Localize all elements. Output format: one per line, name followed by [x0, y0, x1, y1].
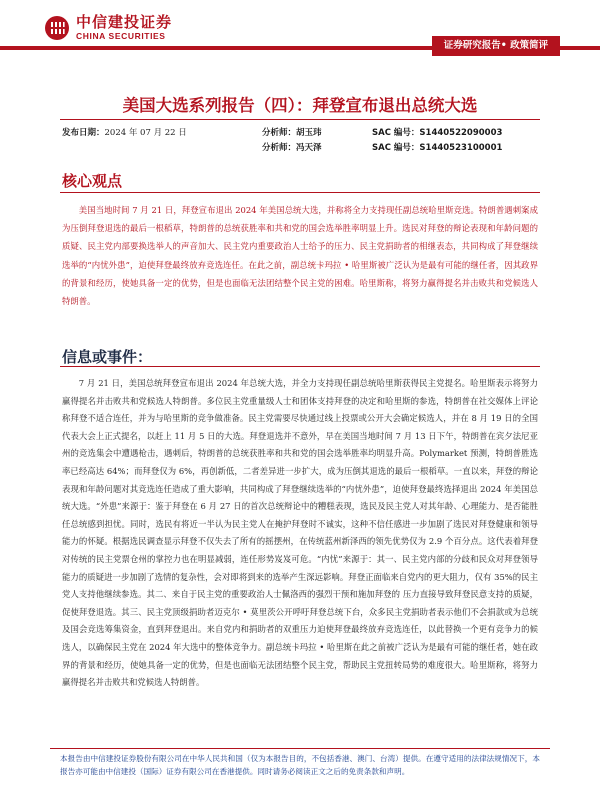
analyst-1-sac — [372, 126, 502, 138]
events-text: 7 月 21 日，美国总统拜登宣布退出 2024 年总统大选，并全力支持现任副总统哈里斯获得民主党提名。哈里斯表示将努力赢得提名并击败共和党候选人特朗普。多位民主党重量级人士和团体支持拜登的决定和哈里斯的参选，特朗普在社交媒体上评论称拜登不适合连任，并为与哈里斯的竞争做准备。民主党需要尽快通过线上投票或公开大会确定候选人，并在 8 月 19 日的全国代表大会上正式提名，以赶上 11 月 5 日的大选。拜登退选并不意外，早在美国当地时间 7 月 13 日下午，特朗普在宾夕法尼亚州的竞选集会中遭遇枪击，遇刺后，特朗普的总统获胜率和共和党的国会选举胜率均明显升高。Polymarket 预测，特朗普胜选率已经高达 64%；而拜登仅为 6%，再创新低，二者差异进一步扩大，成为压倒其退选的最后一根稻草。一直以来，拜登的辩论表现和年龄问题对其竞选连任造成了重大影响，共同构成了拜登继续选举的“内忧外患”，迫使拜登最终选择退出 2024 年美国总统大选。“外患”来源于：鉴于拜登在 6 月 27 日的首次总统辩论中的糟糕表现，选民及民主党人对其年龄、心理能力、是否能胜任总统感到担忧。同时，选民有将近一半认为民主党人在掩护拜登时不诚实，这种不信任感进一步加剧了选民对拜登健康和领导能力的怀疑。根据选民调查显示拜登不仅失去了所有的摇摆州，在传统蓝州新泽西的领先优势仅为 2.9 个百分点。这代表着拜登对传统的民主党票仓州的掌控力也在明显减弱，连任形势岌岌可危。“内忧”来源于：其一、民主党内部的分歧和民众对拜登领导能力的质疑进一步加剧了选情的复杂性，会对即将到来的选举产生深远影响。拜登正面临来自党内的更大阻力，仅有 35%的民主党人支持他继续参选。其二、来自于民主党的重要政治人士佩洛西的强烈干预和施加拜登的 压力直接导致拜登民意支持的质疑，促使拜登退选。其三、民主党顶级捐助者迈克尔 • 莫里茨公开呼吁拜登总统下台，众多民主党捐助者表示他们不会捐款或为总统及国会竞选筹集资金，直到拜登退出。来自党内和捐助者的双重压力迫使拜登最终放弃竞选连任，以此替换一个更有竞争力的候选人，以确保民主党在 2024 年大选中的整体竞争力。副总统卡玛拉 • 哈里斯在此之前被广泛认为是最有可能的继任者，她在政界的背景和经历，使她具备一定的优势，但是也面临无法团结整个民主党，帮助民主党扭转局势的难度很大。哈里斯称，将努力赢得提名并击败共和党候选人特朗普。 — [62, 378, 538, 688]
title-divider — [60, 119, 540, 120]
publish-date-label: 发布日期： — [62, 128, 105, 138]
publish-date-value: 2024 年 07 月 22 日 — [104, 128, 187, 138]
report-title: 美国大选系列报告（四）：拜登宣布退出总统大选 — [122, 96, 478, 115]
sac-number: S1440522090003 — [419, 128, 503, 138]
footer-divider — [50, 748, 550, 749]
events-divider — [60, 366, 540, 367]
report-type-tag: 证券研究报告• 政策简评 — [432, 36, 560, 56]
analyst-label: 分析师： — [262, 143, 297, 153]
analyst-2 — [262, 141, 322, 153]
analyst-2-sac — [372, 141, 502, 153]
core-view-divider — [60, 192, 540, 193]
analyst-name: 胡玉玮 — [296, 128, 322, 138]
publish-date — [62, 126, 187, 138]
page-header — [0, 0, 600, 64]
core-view-heading: 核心观点 — [62, 172, 123, 190]
disclaimer-footer: 本报告由中信建投证券股份有限公司在中华人民共和国（仅为本报告目的，不包括香港、澳门、台湾）提供。在遵守适用的法律法规情况下，本报告亦可能由中信建投（国际）证券有限公司在香港提供。同时请务必阅读正文之后的免责条款和声明。 — [60, 754, 540, 776]
company-logo — [44, 14, 172, 41]
sac-number: S1440523100001 — [419, 143, 503, 153]
analyst-1 — [262, 126, 322, 138]
sac-label: SAC 编号： — [372, 143, 420, 153]
logo-chinese-name: 中信建投证券 — [76, 13, 173, 31]
events-heading: 信息或事件： — [62, 348, 153, 366]
china-securities-logo-icon — [44, 15, 70, 41]
core-view-text: 美国当地时间 7 月 21 日，拜登宣布退出 2024 年美国总统大选，并称将全力支持现任副总统哈里斯竞选。特朗普遇刺案成为压倒拜登退选的最后一根稻草，特朗普的总统获胜率和共和党的国会选举胜率明显上升。选民对拜登的辩论表现和年龄问题的质疑、民主党内部要换选举人的声音加大、民主党内重要政治人士给予的压力、民主党捐助者的相继表态，共同构成了拜登继续选举的“内忧外患”，迫使拜登最终放弃竞选连任。在此之前，副总统卡玛拉 • 哈里斯被广泛认为是最有可能的继任者，因其政界的背景和经历，使她具备一定的优势，但是也面临无法团结整个民主党的困难。哈里斯称，将努力赢得提名并击败共和党候选人特朗普。 — [62, 205, 538, 307]
analyst-label: 分析师： — [262, 128, 297, 138]
sac-label: SAC 编号： — [372, 128, 420, 138]
logo-english-name: CHINA SECURITIES — [76, 31, 166, 41]
analyst-name: 冯天泽 — [296, 143, 322, 153]
